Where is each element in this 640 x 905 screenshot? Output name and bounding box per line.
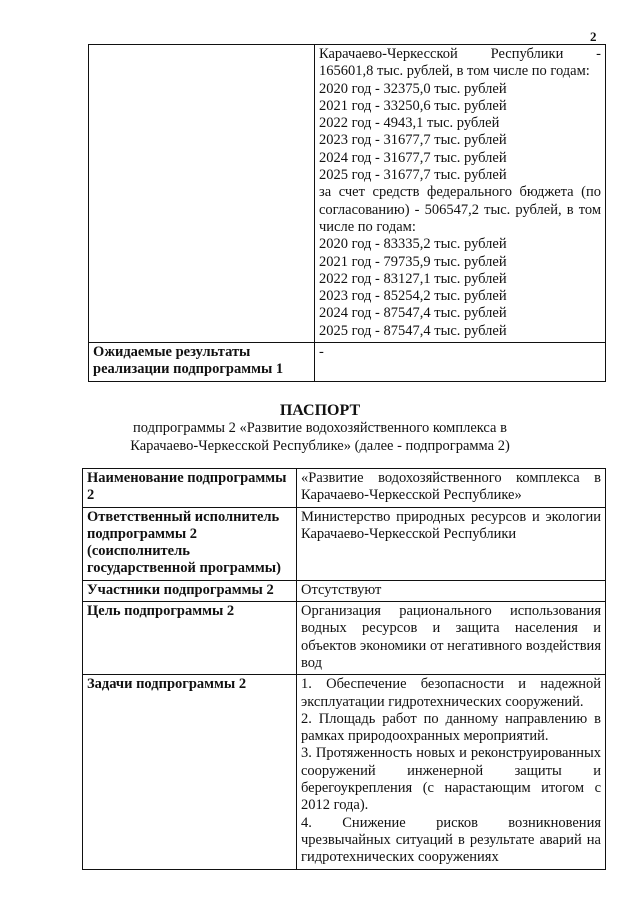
row-value: Отсутствуют (297, 580, 606, 601)
funding-line: 165601,8 тыс. рублей, в том числе по годам: (319, 63, 590, 80)
tasks-cell (297, 675, 606, 869)
funding-line: 2020 год - 32375,0 тыс. рублей (319, 80, 507, 97)
expected-results-label: Ожидаемые результаты реализации подпрограммы 1 (89, 343, 315, 382)
passport-subtitle-line: подпрограммы 2 «Развитие водохозяйственного комплекса в (133, 420, 507, 436)
task-item: 4. Снижение рисков возникновения чрезвычайных ситуаций в результате аварий на гидротехнических сооружениях (301, 814, 601, 866)
funding-cell (315, 45, 606, 343)
row-label: Участники подпрограммы 2 (83, 580, 297, 601)
passport-table (82, 468, 606, 870)
federal-line: 2024 год - 87547,4 тыс. рублей (319, 305, 507, 322)
federal-line: 2025 год - 87547,4 тыс. рублей (319, 322, 507, 339)
table-row (89, 343, 606, 382)
passport-heading (0, 401, 640, 455)
task-item: 2. Площадь работ по данному направлению в рамках природоохранных мероприятий. (301, 710, 601, 745)
page-number: 2 (590, 29, 597, 44)
funding-line: Карачаево-Черкесской Республики - (319, 46, 601, 62)
funding-table (88, 44, 606, 382)
passport-title: ПАСПОРТ (279, 402, 361, 419)
table-row (83, 469, 606, 508)
row-label: Наименование подпрограммы 2 (83, 469, 297, 508)
funding-line: 2022 год - 4943,1 тыс. рублей (319, 115, 500, 132)
federal-line: 2023 год - 85254,2 тыс. рублей (319, 288, 507, 305)
table-row (83, 602, 606, 675)
row-label: Цель подпрограммы 2 (83, 602, 297, 675)
table-cell-empty (89, 45, 315, 343)
funding-line: 2025 год - 31677,7 тыс. рублей (319, 167, 507, 184)
row-label: Задачи подпрограммы 2 (83, 675, 297, 869)
federal-line: 2020 год - 83335,2 тыс. рублей (319, 236, 507, 253)
expected-results-value: - (315, 343, 606, 382)
funding-line: 2024 год - 31677,7 тыс. рублей (319, 149, 507, 166)
row-label: Ответственный исполнитель подпрограммы 2 (соисполнитель государственной программы) (83, 507, 297, 580)
federal-line: 2022 год - 83127,1 тыс. рублей (319, 270, 507, 287)
task-item: 1. Обеспечение безопасности и надежной эксплуатации гидротехнических сооружений. (301, 676, 601, 710)
row-value: Организация рационального использования водных ресурсов и защита населения и объектов экономики от негативного воздействия вод (297, 602, 606, 675)
table-row (89, 45, 606, 343)
table-row (83, 675, 606, 869)
row-value: «Развитие водохозяйственного комплекса в Карачаево-Черкесской Республике» (297, 469, 606, 508)
federal-funding-text: за счет средств федерального бюджета (по согласованию) - 506547,2 тыс. рублей, в том числе по годам: (319, 184, 601, 235)
federal-line: 2021 год - 79735,9 тыс. рублей (319, 253, 507, 270)
task-item: 3. Протяженность новых и реконструированных сооружений инженерной защиты и берегоукрепления (с нарастающим итогом с 2012 года). (301, 745, 601, 814)
funding-line: 2023 год - 31677,7 тыс. рублей (319, 132, 507, 149)
table-row (83, 580, 606, 601)
passport-subtitle-line: Карачаево-Черкесской Республике» (далее - подпрограмма 2) (130, 437, 510, 454)
table-row (83, 507, 606, 580)
row-value: Министерство природных ресурсов и экологии Карачаево-Черкесской Республики (297, 507, 606, 580)
funding-line: 2021 год - 33250,6 тыс. рублей (319, 97, 507, 114)
